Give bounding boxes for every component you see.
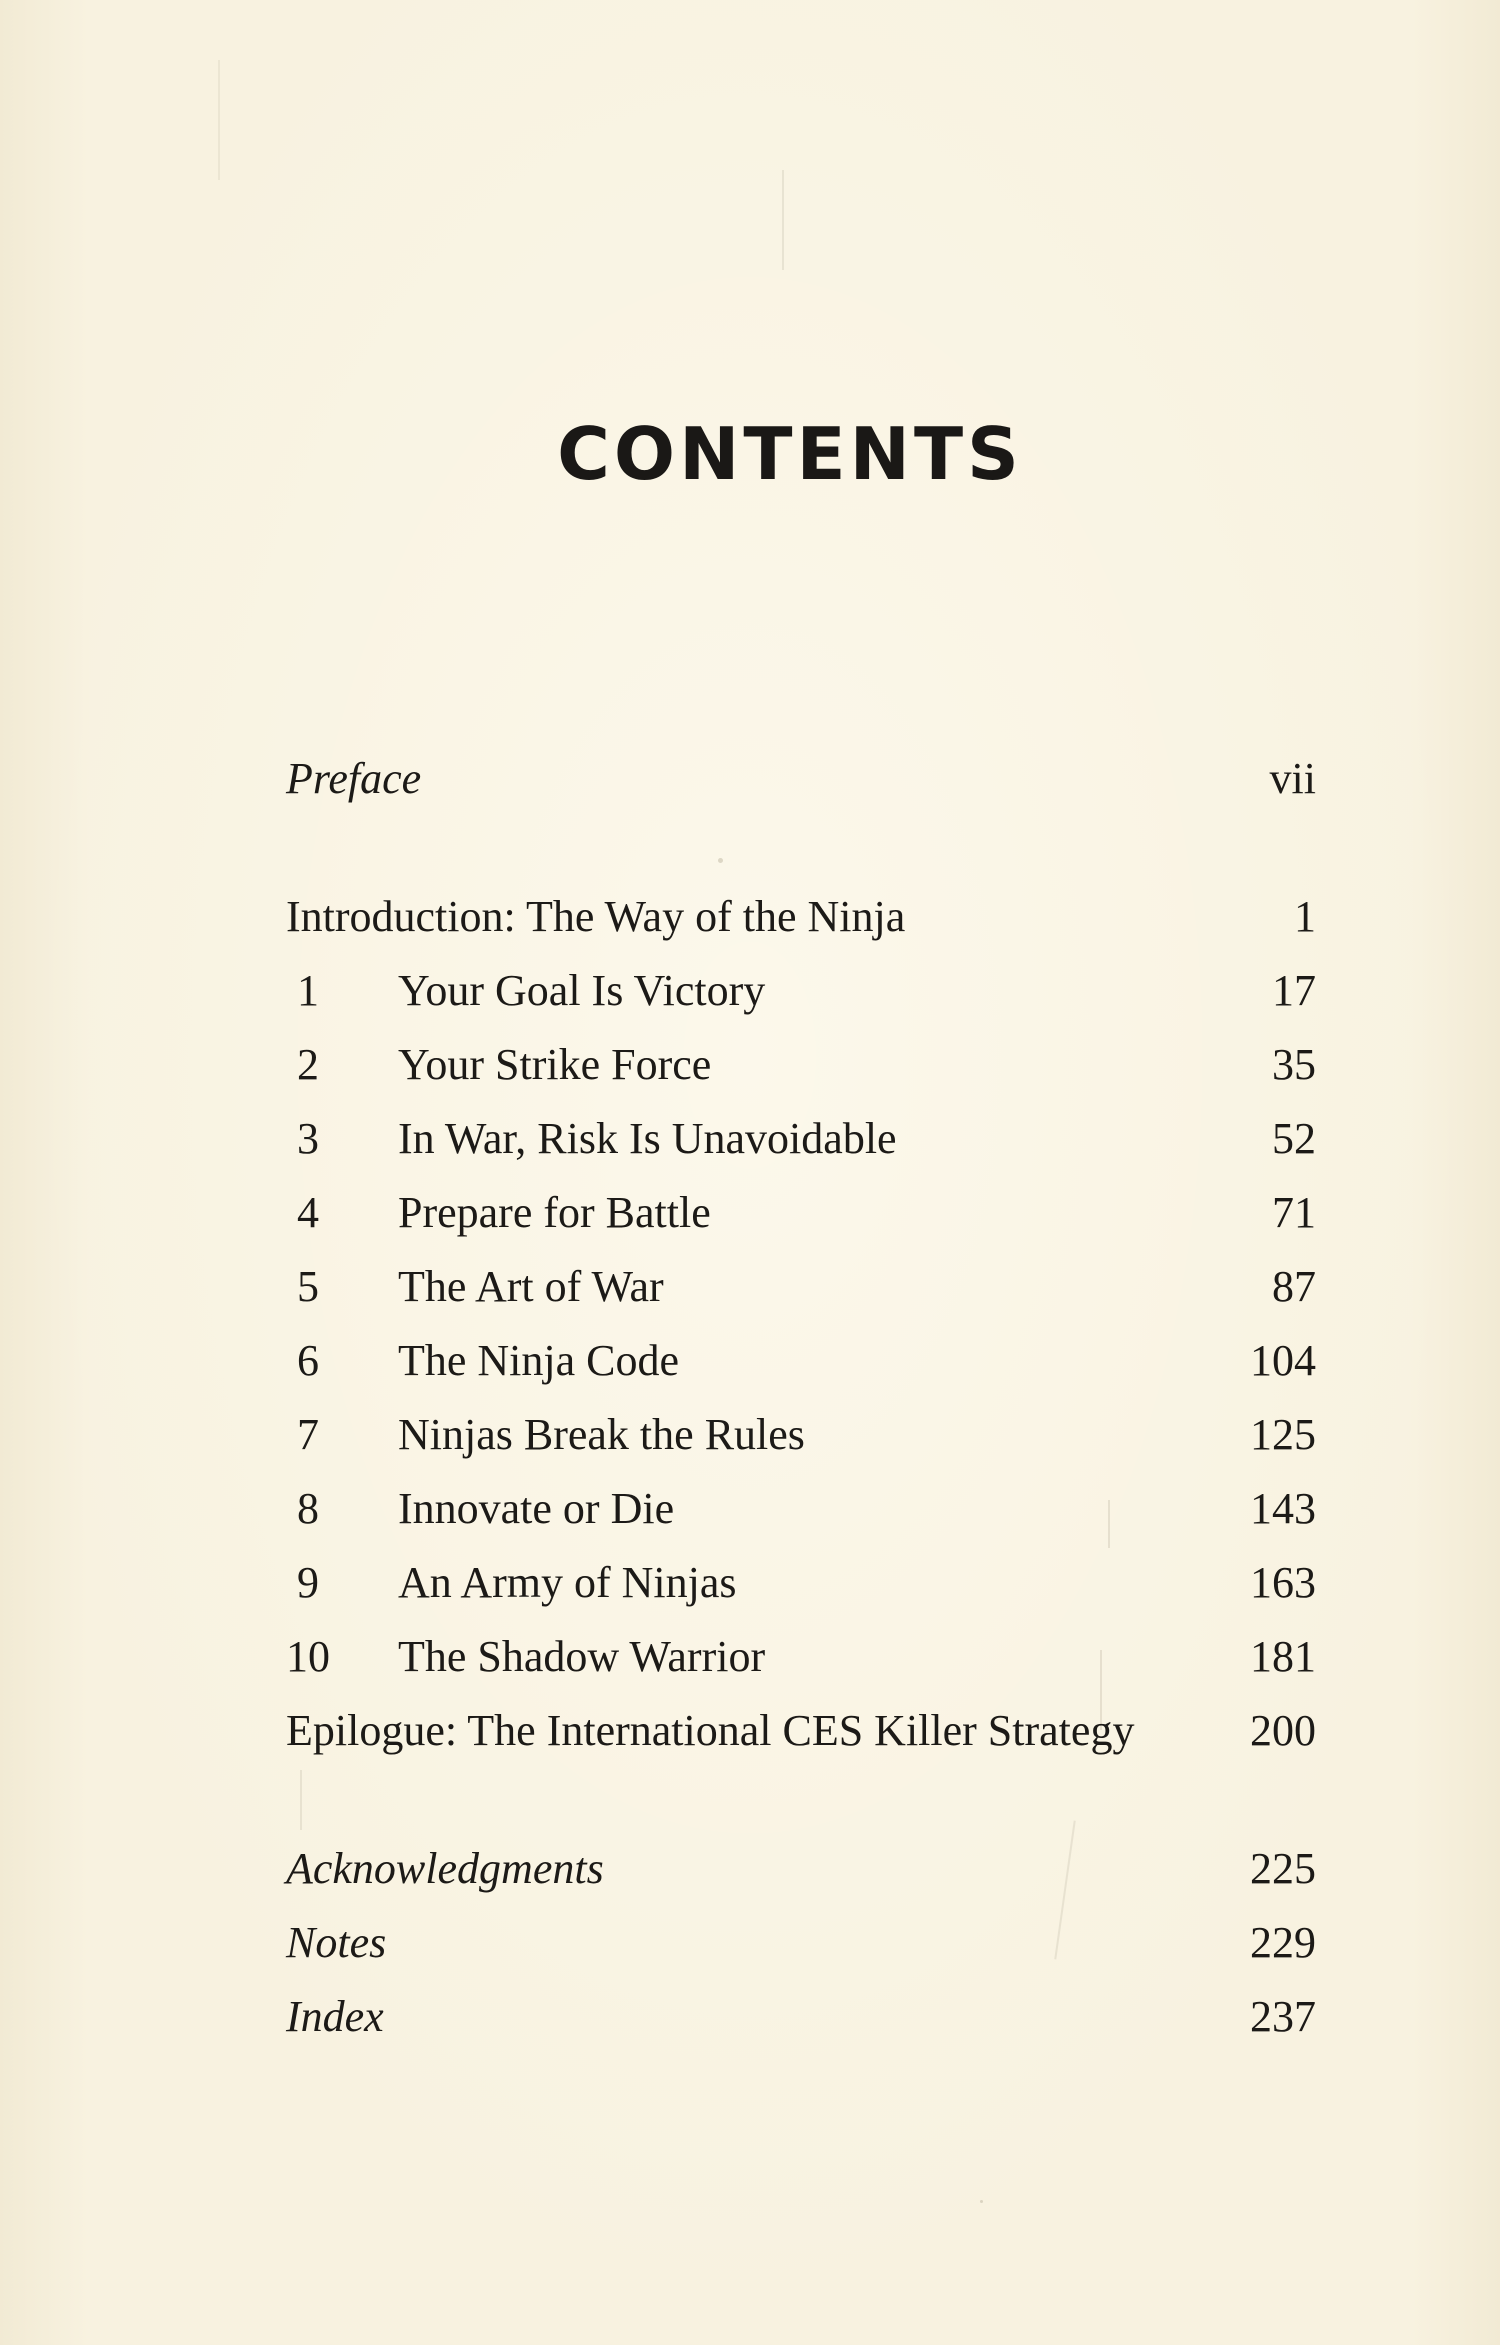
toc-row-chapter-6 [286,1336,1316,1389]
chapter-number: 9 [297,1558,319,1607]
toc-entry-title: Your Goal Is Victory [398,966,766,1015]
toc-page-number: 71 [1272,1188,1316,1237]
toc-row-chapter-1 [286,966,1316,1019]
toc-row-index [286,1992,1316,2045]
toc-page-number: vii [1269,754,1316,803]
chapter-number: 3 [297,1114,319,1163]
toc-entry-title: Introduction: The Way of the Ninja [286,892,906,941]
toc-page-number: 104 [1250,1336,1316,1385]
toc-page-number: 52 [1272,1114,1316,1163]
toc-entry-title: Ninjas Break the Rules [398,1410,805,1459]
toc-entry-title: In War, Risk Is Unavoidable [398,1114,897,1163]
toc-page-number: 200 [1250,1706,1316,1755]
toc-entry-title: Epilogue: The International CES Killer Strategy [286,1706,1135,1755]
toc-row-notes [286,1918,1316,1971]
toc-row-chapter-8 [286,1484,1316,1537]
scan-speck [218,60,220,180]
toc-row-acknowledgments [286,1844,1316,1897]
toc-page-number: 35 [1272,1040,1316,1089]
toc-row-chapter-7 [286,1410,1316,1463]
toc-row-preface [286,754,1316,807]
toc-page-number: 1 [1294,892,1316,941]
toc-entry-title: Notes [286,1918,387,1967]
toc-row-chapter-3 [286,1114,1316,1167]
chapter-number: 7 [297,1410,319,1459]
toc-row-chapter-5 [286,1262,1316,1315]
toc-page-number: 181 [1250,1632,1316,1681]
toc-page-number: 143 [1250,1484,1316,1533]
toc-entry-title: Index [286,1992,384,2041]
toc-row-introduction [286,892,1316,945]
toc-page-number: 237 [1250,1992,1316,2041]
toc-entry-title: The Art of War [398,1262,664,1311]
toc-entry-title: Prepare for Battle [398,1188,711,1237]
chapter-number: 5 [297,1262,319,1311]
toc-row-epilogue [286,1706,1316,1759]
chapter-number: 6 [297,1336,319,1385]
table-of-contents [286,0,1316,2345]
toc-page-number: 163 [1250,1558,1316,1607]
chapter-number: 8 [297,1484,319,1533]
toc-entry-title: Acknowledgments [286,1844,604,1893]
toc-entry-title: The Ninja Code [398,1336,680,1385]
toc-page-number: 87 [1272,1262,1316,1311]
toc-entry-title: An Army of Ninjas [398,1558,737,1607]
page-title: CONTENTS [557,412,1023,496]
toc-page-number: 125 [1250,1410,1316,1459]
toc-row-chapter-4 [286,1188,1316,1241]
toc-row-chapter-10 [286,1632,1316,1685]
toc-row-chapter-2 [286,1040,1316,1093]
toc-page-number: 225 [1250,1844,1316,1893]
chapter-number: 4 [297,1188,319,1237]
toc-page-number: 17 [1272,966,1316,1015]
toc-page-number: 229 [1250,1918,1316,1967]
chapter-number: 2 [297,1040,319,1089]
toc-entry-title: Innovate or Die [398,1484,675,1533]
toc-row-chapter-9 [286,1558,1316,1611]
toc-entry-title: Your Strike Force [398,1040,712,1089]
chapter-number: 1 [297,966,319,1015]
chapter-number: 10 [286,1632,330,1681]
toc-entry-title: Preface [286,754,422,803]
toc-entry-title: The Shadow Warrior [398,1632,766,1681]
